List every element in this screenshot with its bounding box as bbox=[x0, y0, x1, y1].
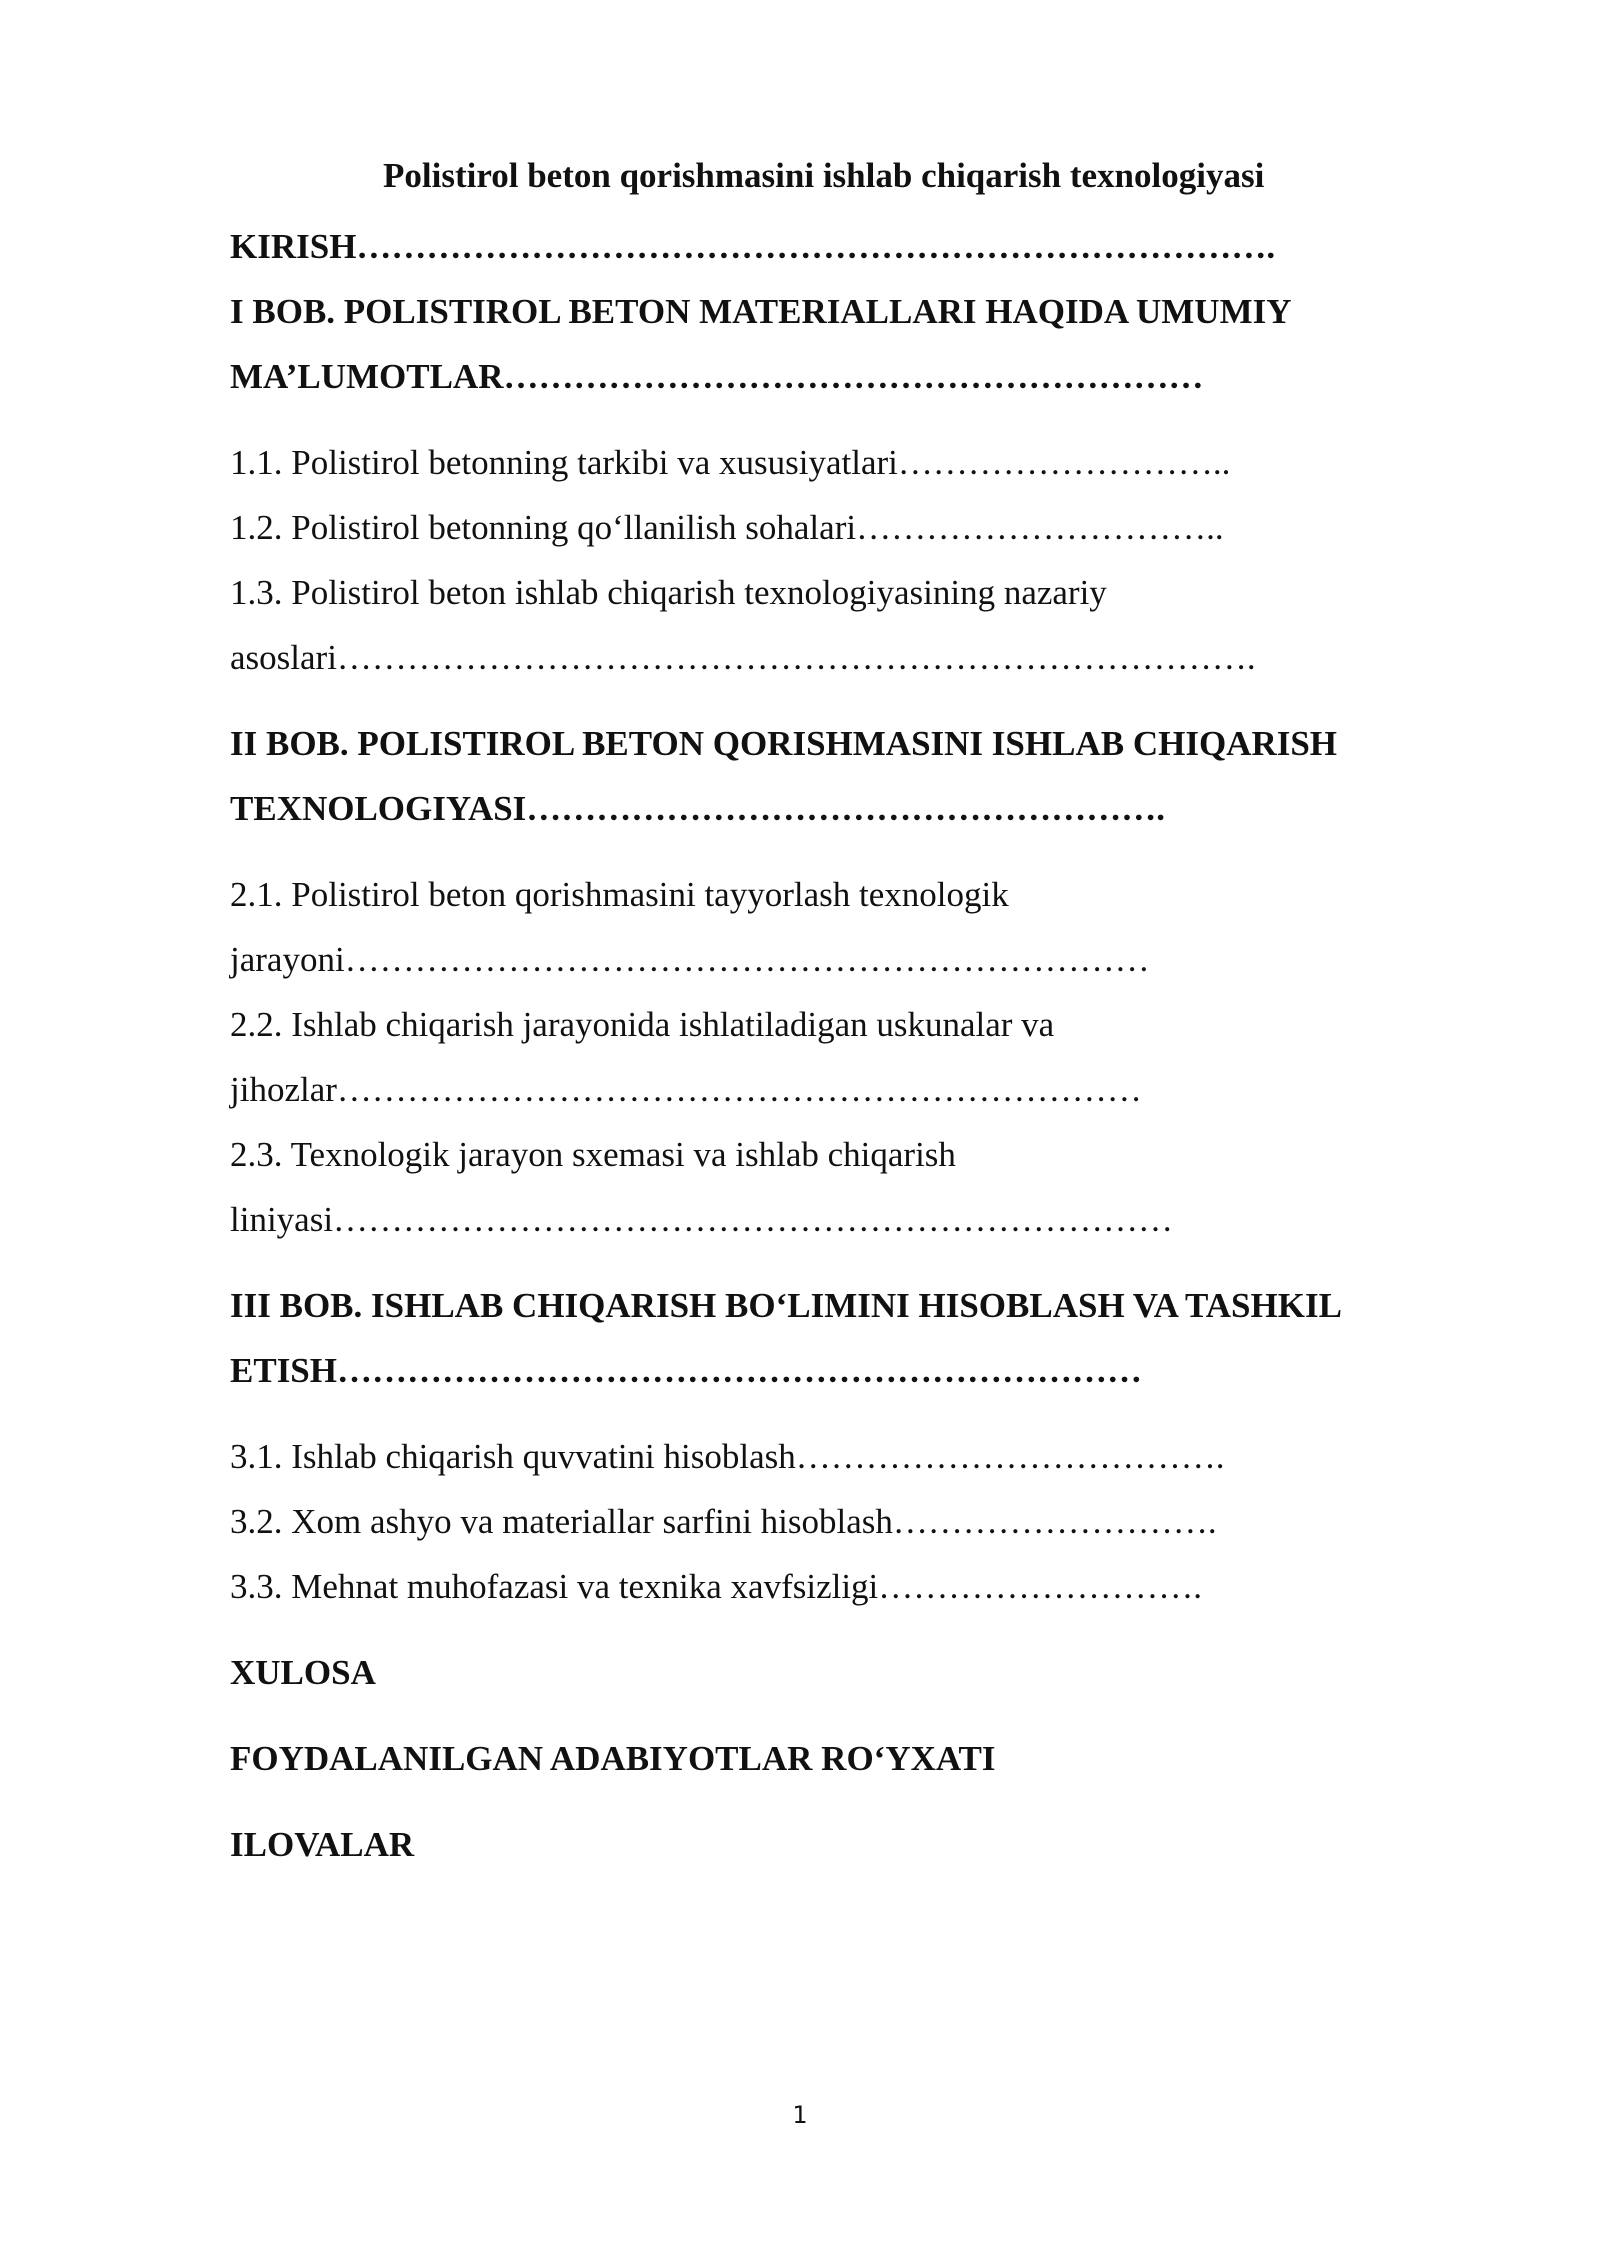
toc-entry-line: XULOSA bbox=[230, 1653, 376, 1692]
toc-entry-line: 3.1. Ishlab chiqarish quvvatini hisoblash………………………………. bbox=[230, 1437, 1225, 1476]
toc-entry-line: II BOB. POLISTIROL BETON QORISHMASINI ISHLAB CHIQARISH bbox=[230, 724, 1338, 763]
toc-entry-line: jarayoni…………………………………………………………… bbox=[230, 940, 1150, 979]
toc-entry-line: asoslari……………………………………………………………………. bbox=[230, 638, 1256, 677]
toc-entry-line: 2.1. Polistirol beton qorishmasini tayyorlash texnologik bbox=[230, 875, 1009, 914]
toc-entry-line: 2.2. Ishlab chiqarish jarayonida ishlatiladigan uskunalar va bbox=[230, 1005, 1055, 1044]
toc-entry-line: 1.3. Polistirol beton ishlab chiqarish texnologiyasining nazariy bbox=[230, 573, 1107, 612]
toc-entry-line: I BOB. POLISTIROL BETON MATERIALLARI HAQIDA UMUMIY bbox=[230, 292, 1292, 331]
toc-entry-line: KIRISH……………………………………………………………………. bbox=[230, 227, 1276, 266]
toc-entry-line: FOYDALANILGAN ADABIYOTLAR RO‘YXATI bbox=[230, 1739, 996, 1778]
toc-entry-line: ILOVALAR bbox=[230, 1825, 415, 1864]
toc-entry-line: III BOB. ISHLAB CHIQARISH BO‘LIMINI HISOBLASH VA TASHKIL bbox=[230, 1286, 1342, 1325]
page-number: 1 bbox=[792, 2101, 808, 2129]
toc-entry-line: ETISH…………………………………………………………… bbox=[230, 1351, 1142, 1390]
toc-entry-line: 1.1. Polistirol betonning tarkibi va xususiyatlari……………………….. bbox=[230, 443, 1231, 482]
document-title: Polistirol beton qorishmasini ishlab chiqarish texnologiyasi bbox=[383, 156, 1265, 195]
toc-entry-line: liniyasi……………………………………………………………… bbox=[230, 1200, 1174, 1239]
table-of-contents bbox=[230, 214, 1480, 1877]
toc-entry-line: MA’LUMOTLAR…………………………………………………… bbox=[230, 357, 1204, 396]
toc-entry-line: 2.3. Texnologik jarayon sxemasi va ishlab chiqarish bbox=[230, 1135, 956, 1174]
toc-entry-line: TEXNOLOGIYASI………………………………………………. bbox=[230, 789, 1166, 828]
toc-entry-line: 1.2. Polistirol betonning qo‘llanilish sohalari………………………….. bbox=[230, 508, 1224, 547]
toc-entry-line: 3.2. Xom ashyo va materiallar sarfini hisoblash………………………. bbox=[230, 1502, 1217, 1541]
toc-entry-line: 3.3. Mehnat muhofazasi va texnika xavfsizligi………………………. bbox=[230, 1567, 1203, 1606]
toc-entry-line: jihozlar…………………………………………………………… bbox=[230, 1070, 1142, 1109]
